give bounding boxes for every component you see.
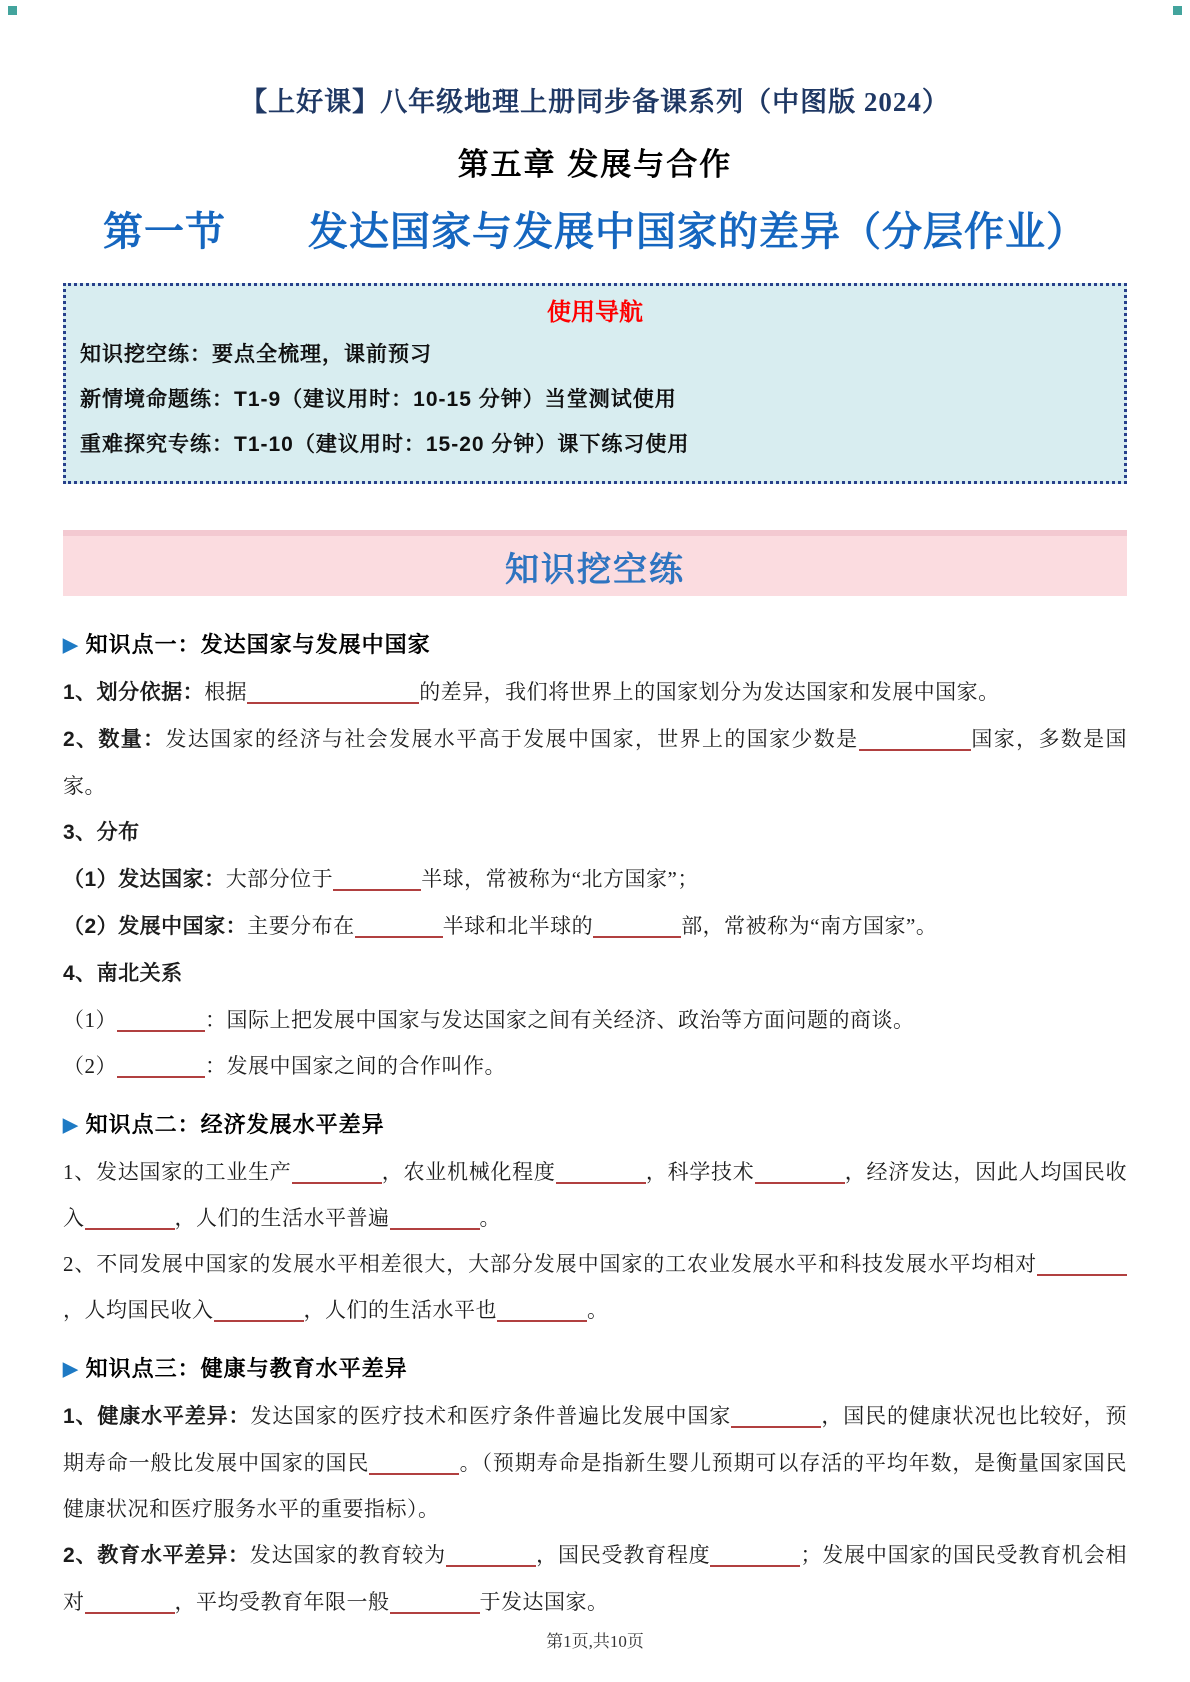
paragraph-text: ，平均受教育年限一般 [174,1590,390,1614]
fill-in-blank [859,727,971,751]
fill-in-blank [390,1206,480,1230]
paragraph-text: 半球，常被称为“北方国家”； [421,867,699,891]
knowledge-fill-banner [63,530,1127,596]
fill-in-blank [355,914,443,938]
paragraph-text: 发达国家的医疗技术和医疗条件普遍比发展中国家 [250,1404,732,1428]
knowledge-fill-banner-label: 知识挖空练 [505,551,685,589]
paragraph-text: ：发展中国家之间的合作叫作。 [205,1054,506,1078]
triangle-bullet-icon: ▶ [63,1115,79,1136]
paragraph [63,1149,1127,1241]
paragraph-text: 。（预期寿命是指新生婴儿预期可以存活的平均年数，是衡量国家国民健康状况和医疗服务水平的重要指标）。 [63,1451,1128,1521]
fill-in-blank [85,1590,175,1614]
fill-in-blank [1037,1252,1127,1276]
paragraph-text: 半球和北半球的 [442,914,594,938]
page-number: 第1页,共10页 [546,1632,644,1651]
fill-in-blank [333,867,421,891]
paragraph-text: ：国际上把发展中国家与发达国家之间有关经济、政治等方面问题的商谈。 [205,1008,915,1032]
paragraph [63,809,1127,856]
paragraph [63,669,1127,716]
paragraph-text: 。 [587,1298,609,1322]
knowledge-content [63,622,1127,1625]
corner-mark-icon [8,6,17,15]
paragraph-label: 1、划分依据： [63,681,205,704]
paragraph-text: 部，常被称为“南方国家”。 [681,914,938,938]
fill-in-blank [85,1206,175,1230]
section-title: 第一节 发达国家与发展中国家的差异（分层作业） [103,209,1087,254]
fill-in-blank [710,1543,800,1567]
paragraph-text: 国家，多数是国家。 [63,727,1128,798]
usage-navigation-lines [80,332,1110,467]
fill-in-blank [731,1404,821,1428]
knowledge-point-label: 知识点一：发达国家与发展中国家 [85,632,431,657]
paragraph-text: ，人们的生活水平也 [303,1298,497,1322]
paragraph-label: 1、健康水平差异： [63,1405,251,1428]
usage-navigation-box [63,283,1127,484]
paragraph [63,1241,1127,1333]
usage-navigation-title: 使用导航 [547,299,643,326]
paragraph [63,1393,1127,1532]
paragraph-text: ，人们的生活水平普遍 [174,1206,390,1230]
paragraph [63,903,1127,950]
knowledge-point-heading [63,1346,1127,1393]
knowledge-point-heading [63,1102,1127,1149]
knowledge-point-heading [63,622,1127,669]
fill-in-blank [292,1160,382,1184]
paragraph [63,856,1127,903]
paragraph-text: 发达国家的经济与社会发展水平高于发展中国家，世界上的国家少数是 [165,727,859,751]
paragraph-text: 1、发达国家的工业生产 [63,1160,292,1184]
paragraph-text: 根据 [204,680,248,704]
paragraph-label: 3、分布 [63,821,140,844]
fill-in-blank [446,1543,536,1567]
paragraph-label: （1）发达国家： [63,868,226,891]
fill-in-blank [755,1160,845,1184]
paragraph-text: 的差异，我们将世界上的国家划分为发达国家和发展中国家。 [419,680,1000,704]
paragraph-text: ，科学技术 [645,1160,755,1184]
paragraph-text: （1） [63,1008,117,1032]
fill-in-blank [497,1298,587,1322]
paragraph [63,1532,1127,1625]
fill-in-blank [117,1054,205,1078]
paragraph-text: （2） [63,1054,117,1078]
paragraph-label: 2、数量： [63,728,166,751]
paragraph-text: 。 [479,1206,501,1230]
corner-mark-icon [1173,6,1182,15]
paragraph-text: 2、不同发展中国家的发展水平相差很大，大部分发展中国家的工农业发展水平和科技发展水平均相对 [63,1252,1037,1276]
paragraph-text: 主要分布在 [247,914,355,938]
paragraph [63,997,1127,1043]
fill-in-blank [593,914,681,938]
fill-in-blank [556,1160,646,1184]
paragraph-text: 于发达国家。 [479,1590,609,1614]
paragraph-text: ，人均国民收入 [63,1298,214,1322]
paragraph [63,716,1127,809]
fill-in-blank [117,1008,205,1032]
usage-navigation-line: 重难探究专练：T1-10（建议用时：15-20 分钟）课下练习使用 [80,433,690,456]
paragraph-text: ，农业机械化程度 [381,1160,556,1184]
triangle-bullet-icon: ▶ [63,635,79,656]
paragraph-text: 发达国家的教育较为 [249,1543,446,1567]
paragraph-text: ，国民的健康状况也比较好，预期寿命一般比发展中国家的国民 [63,1404,1127,1475]
fill-in-blank [214,1298,304,1322]
knowledge-point-label: 知识点二：经济发展水平差异 [85,1112,385,1137]
paragraph [63,950,1127,997]
paragraph-label: 2、教育水平差异： [63,1544,250,1567]
paragraph [63,1043,1127,1089]
paragraph-text: 大部分位于 [225,867,334,891]
fill-in-blank [369,1451,459,1475]
knowledge-point-label: 知识点三：健康与教育水平差异 [85,1356,408,1381]
fill-in-blank [247,680,419,704]
paragraph-label: （2）发展中国家： [63,915,248,938]
paragraph-text: ，经济发达，因此人均国民收入 [63,1160,1128,1230]
paragraph-text: ；发展中国家的国民受教育机会相对 [63,1543,1128,1614]
triangle-bullet-icon: ▶ [63,1359,79,1380]
paragraph-label: 4、南北关系 [63,962,183,985]
series-title: 【上好课】八年级地理上册同步备课系列（中图版 2024） [240,87,950,117]
paragraph-text: ，国民受教育程度 [535,1543,711,1567]
fill-in-blank [390,1590,480,1614]
chapter-title: 第五章 发展与合作 [457,147,733,182]
usage-navigation-line: 知识挖空练：要点全梳理，课前预习 [80,343,432,366]
usage-navigation-line: 新情境命题练：T1-9（建议用时：10-15 分钟）当堂测试使用 [80,388,677,411]
